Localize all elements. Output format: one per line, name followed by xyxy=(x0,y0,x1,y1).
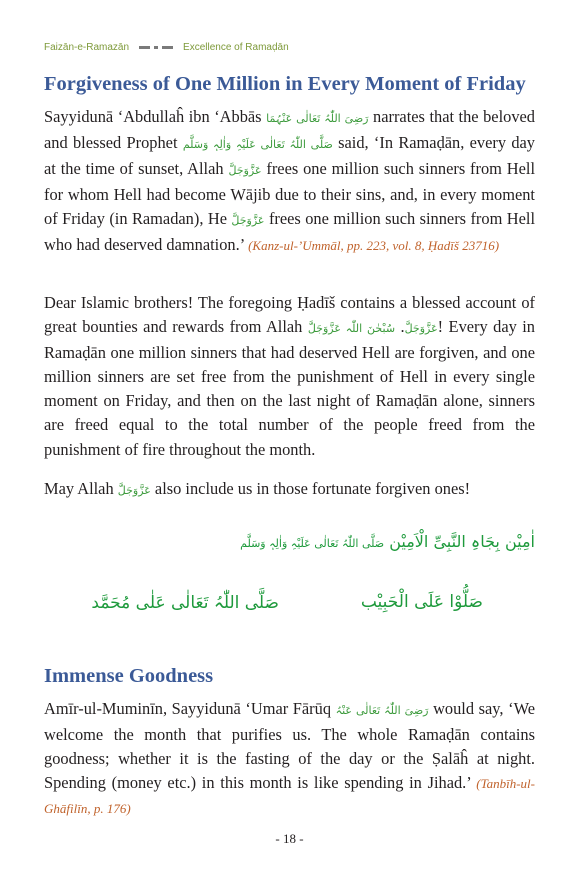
sallu-alal-habib: صَلُّوْا عَلَی الْحَبِیْب xyxy=(360,592,483,612)
arabic-honorific: رَضِیَ اللّٰہُ تَعَالٰی عَنْہُمَا xyxy=(266,112,369,125)
paragraph-umar: Amīr-ul-Muminīn, Sayyidunā ‘Umar Fārūq رَضِیَ اللّٰہُ تَعَالٰی عَنْہُ would say, ‘We welcome the month that purifies us. The whole Ramaḍān contains goodness; whether it is the fasting of the day or the Ṣalāĥ at night. Spending (money etc.) in this month is like spending in Jihad.’ (Tanbīh-ul-Ghāfilīn, p. 176) xyxy=(44,699,536,817)
arabic-azza-wa-jal: عَزَّوَجَلَّ xyxy=(228,164,262,178)
ameen-text: اٰمِیْن بِجَاہِ النَّبِیِّ الْاَمِیْن xyxy=(389,532,535,551)
paragraph-prayer: May Allah عَزَّوَجَلَّ also include us in those fortunate forgiven ones! xyxy=(44,479,471,498)
paragraph-explanation: Dear Islamic brothers! The foregoing Ḥadīš contains a blessed account of great bounties and rewards from Allah عَزَّوَجَلَّ. سُبْحٰنَ اللّٰہ عَزَّوَجَلَّ ! Every day in Ramaḍān one million sinners that had deserved Hell are forgiven, and one million sinners are set free from the punishment of Hell in every single moment on Friday, and then on the last night of Ramaḍān alone, sinners are freed equal to the total number of the people freed from the punishment of fire throughout the month. xyxy=(44,293,535,459)
reference-citation: (Tanbīh-ul-Ghāfilīn, p. 176) xyxy=(44,776,535,817)
section-heading-forgiveness: Forgiveness of One Million in Every Moment of Friday xyxy=(44,73,526,95)
paragraph-hadith: Sayyidunā ‘Abdullaĥ ibn ‘Abbās رَضِیَ اللّٰہُ تَعَالٰی عَنْہُمَا narrates that the beloved and blessed Prophet صَلَّی اللّٰہُ تَعَالٰی عَلَیْہِ وَاٰلِہٖ وَسَلَّم said, ‘In Ramaḍān, every day at the time of sunset, Allah عَزَّوَجَلَّ frees one million such sinners from Hell for whom Hell had become Wājib due to their sins, and, in every moment of Friday (in Ramadan), He عَزَّوَجَلَّ frees one million such sinners from Hell who had deserved damnation.’ (Kanz-ul-’Ummāl, pp. 223, vol. 8, Ḥadīš 23716) xyxy=(44,107,536,255)
arabic-salutation: صَلَّی اللّٰہُ تَعَالٰی عَلَیْہِ وَاٰلِہٖ وَسَلَّم xyxy=(182,138,333,152)
arabic-subhanallah: سُبْحٰنَ اللّٰہ عَزَّوَجَلَّ xyxy=(307,322,396,336)
arabic-azza-wa-jal: عَزَّوَجَلَّ xyxy=(117,484,151,497)
arabic-azza-wa-jal: عَزَّوَجَلَّ xyxy=(231,214,265,228)
salla-allahu-ala-muhammad: صَلَّی اللّٰہُ تَعَالٰی عَلٰی مُحَمَّد xyxy=(91,593,279,613)
running-header xyxy=(44,42,289,53)
header-separator xyxy=(139,46,173,49)
arabic-honorific: رَضِیَ اللّٰہُ تَعَالٰی عَنْہُ xyxy=(335,704,429,717)
book-title: Faizān-e-Ramazān xyxy=(44,42,130,53)
page-number: - 18 - xyxy=(275,831,304,846)
chapter-title: Excellence of Ramaḍān xyxy=(183,42,289,53)
ameen-line xyxy=(240,532,535,551)
reference-citation: (Kanz-ul-’Ummāl, pp. 223, vol. 8, Ḥadīš 23716) xyxy=(248,238,500,254)
ameen-salawat: صَلَّی اللّٰہُ تَعَالٰی عَلَیْہِ وَاٰلِہٖ وَسَلَّم xyxy=(240,537,385,550)
section-heading-goodness: Immense Goodness xyxy=(44,665,214,687)
arabic-azza-wa-jal: عَزَّوَجَلَّ xyxy=(404,322,438,336)
